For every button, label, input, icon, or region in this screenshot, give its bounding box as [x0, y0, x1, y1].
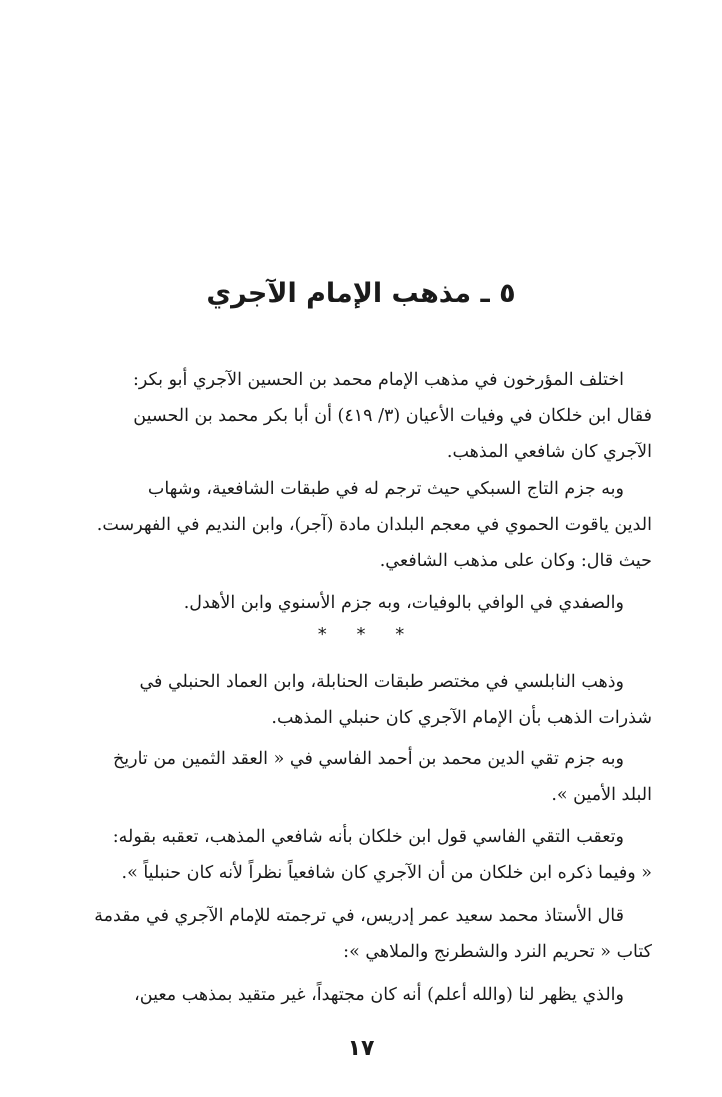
separator-star: * [317, 624, 327, 645]
paragraph-4 [70, 664, 652, 736]
paragraph-1 [70, 362, 652, 470]
text-line: الآجري كان شافعي المذهب. [446, 442, 652, 462]
text-line: وبه جزم التاج السبكي حيث ترجم له في طبقات الشافعية، وشهاب [147, 479, 624, 499]
text-line: قال الأستاذ محمد سعيد عمر إدريس، في ترجمته للإمام الآجري في مقدمة [94, 906, 624, 926]
separator-star: * [395, 624, 405, 645]
section-separator [0, 624, 722, 645]
text-line: فقال ابن خلكان في وفيات الأعيان (٣/ ٤١٩) أن أبا بكر محمد بن الحسين [133, 406, 652, 426]
page-number: ١٧ [347, 1036, 375, 1061]
text-line: الدين ياقوت الحموي في معجم البلدان مادة (آجر)، وابن النديم في الفهرست. [96, 515, 652, 535]
paragraph-7 [70, 898, 652, 970]
text-line: والذي يظهر لنا (والله أعلم) أنه كان مجتهداً، غير متقيد بمذهب معين، [134, 985, 624, 1005]
text-line: « وفيما ذكره ابن خلكان من أن الآجري كان شافعياً نظراً لأنه كان حنبلياً ». [121, 863, 652, 883]
text-line: كتاب « تحريم النرد والشطرنج والملاهي »: [343, 942, 652, 962]
text-line: شذرات الذهب بأن الإمام الآجري كان حنبلي المذهب. [271, 708, 652, 728]
paragraph-3 [70, 585, 652, 621]
text-line: والصفدي في الوافي بالوفيات، وبه جزم الأسنوي وابن الأهدل. [183, 593, 624, 613]
paragraph-2 [70, 471, 652, 579]
text-line: البلد الأمين ». [551, 785, 652, 805]
paragraph-8 [70, 977, 652, 1013]
text-line: وذهب النابلسي في مختصر طبقات الحنابلة، وابن العماد الحنبلي في [139, 672, 624, 692]
separator-star: * [356, 624, 366, 645]
text-line: اختلف المؤرخون في مذهب الإمام محمد بن الحسين الآجري أبو بكر: [132, 370, 624, 390]
text-line: وبه جزم تقي الدين محمد بن أحمد الفاسي في « العقد الثمين من تاريخ [112, 749, 624, 769]
section-heading: ٥ ـ مذهب الإمام الآجري [206, 278, 516, 309]
text-line: وتعقب التقي الفاسي قول ابن خلكان بأنه شافعي المذهب، تعقبه بقوله: [112, 827, 624, 847]
paragraph-6 [70, 819, 652, 891]
paragraph-5 [70, 741, 652, 813]
text-line: حيث قال: وكان على مذهب الشافعي. [379, 551, 652, 571]
